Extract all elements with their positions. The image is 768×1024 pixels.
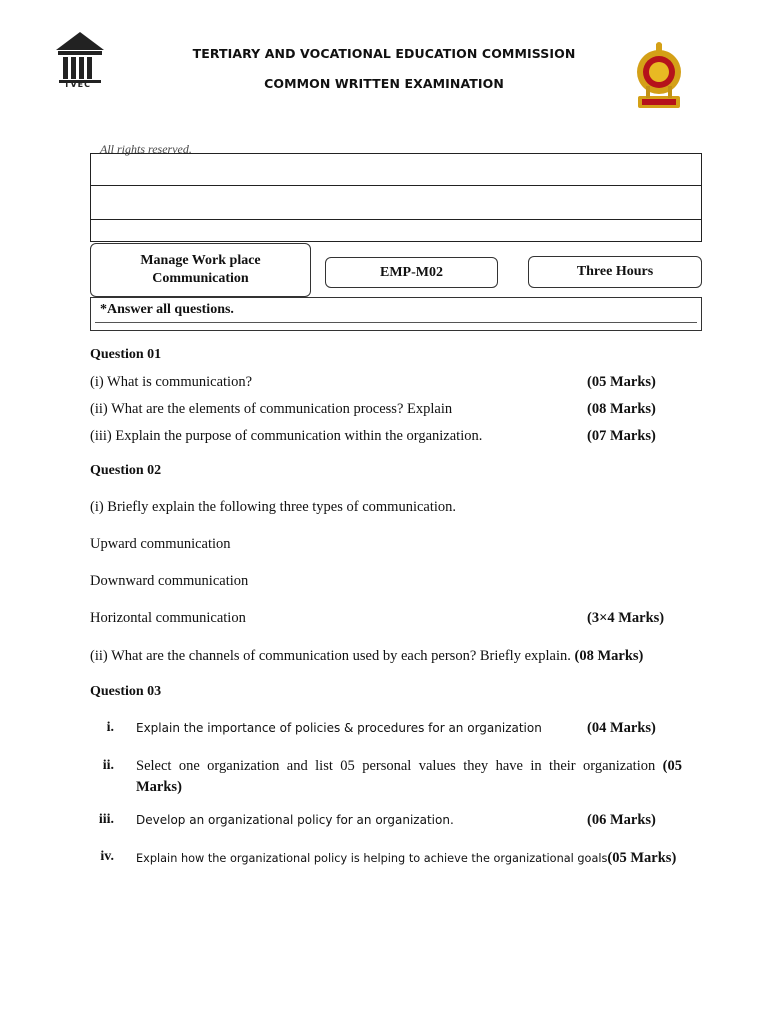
q3-item-1-marks: (04 Marks) [587, 720, 656, 736]
q3-item-3-text: Develop an organizational policy for an organization. [136, 813, 454, 827]
q1-item-3: (iii) Explain the purpose of communication within the organization. [90, 428, 483, 444]
q3-item-2 [136, 756, 682, 798]
national-emblem-icon [634, 42, 684, 110]
q3-item-1-number: i. [106, 720, 114, 735]
module-name-line2: Communication [152, 271, 249, 286]
tvec-logo-label: TVEC [64, 80, 91, 89]
q1-item-2-marks: (08 Marks) [587, 401, 656, 417]
q3-item-2-text: Select one organization and list 05 personal values they have in their organization [136, 758, 656, 774]
q1-item-1: (i) What is communication? [90, 374, 253, 390]
q3-item-2-number: ii. [102, 758, 114, 773]
rights-reserved-text: All rights reserved. [100, 142, 192, 156]
q3-item-3-number: iii. [98, 812, 114, 827]
q2-type-horizontal: Horizontal communication [90, 610, 246, 626]
question-02-heading: Question 02 [90, 463, 162, 478]
q1-item-2: (ii) What are the elements of communication process? Explain [90, 401, 453, 417]
instruction-bar [90, 297, 702, 331]
q1-item-1-marks: (05 Marks) [587, 374, 656, 390]
q1-item-3-marks: (07 Marks) [587, 428, 656, 444]
duration: Three Hours [576, 264, 654, 279]
q2-part2-marks: (08 Marks) [574, 648, 644, 664]
q3-item-3-marks: (06 Marks) [587, 812, 656, 828]
q3-item-4-text: Explain how the organizational policy is helping to achieve the organizational goals [136, 852, 608, 865]
q3-item-2-marks: (05 Marks) [136, 758, 682, 795]
q2-types-marks: (3×4 Marks) [587, 610, 665, 626]
instruction-text: *Answer all questions. [100, 302, 234, 317]
candidate-details-table [90, 153, 702, 242]
q2-part2 [90, 648, 643, 665]
exam-title: COMMON WRITTEN EXAMINATION [264, 76, 504, 91]
q2-type-upward: Upward communication [90, 536, 231, 552]
duration-box [528, 256, 702, 288]
question-01-heading: Question 01 [90, 347, 162, 362]
module-name-box [90, 243, 311, 297]
module-code: EMP-M02 [380, 264, 443, 280]
question-03-heading: Question 03 [90, 684, 162, 699]
org-title: TERTIARY AND VOCATIONAL EDUCATION COMMISSION [192, 46, 576, 61]
q2-intro: (i) Briefly explain the following three types of communication. [90, 499, 457, 515]
module-name-line1: Manage Work place [140, 253, 261, 268]
q2-part2-text: (ii) What are the channels of communication used by each person? Briefly explain. [90, 648, 571, 664]
module-code-box [325, 257, 498, 288]
q2-type-downward: Downward communication [90, 573, 249, 589]
q3-item-1-text: Explain the importance of policies & procedures for an organization [136, 721, 542, 735]
q3-item-4 [136, 849, 676, 867]
tvec-logo [52, 30, 108, 92]
q3-item-4-number: iv. [100, 849, 114, 864]
q3-item-4-marks: (05 Marks) [607, 850, 677, 866]
